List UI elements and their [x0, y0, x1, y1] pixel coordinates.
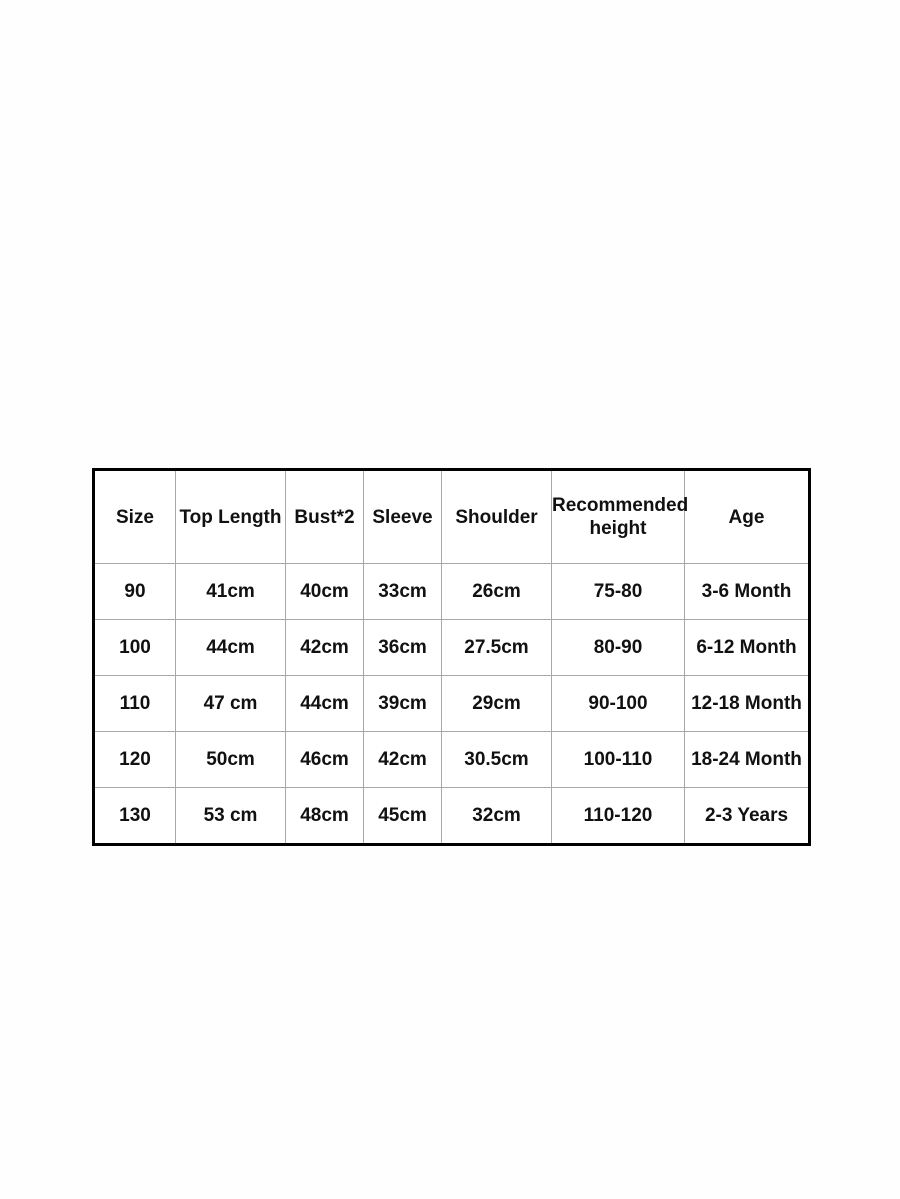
cell-sleeve: 36cm	[364, 620, 442, 676]
table-row	[94, 564, 810, 620]
cell-shoulder: 32cm	[442, 788, 552, 845]
table-row	[94, 788, 810, 845]
size-chart-container	[92, 468, 808, 846]
cell-recommended-height: 75-80	[552, 564, 685, 620]
cell-age: 6-12 Month	[685, 620, 810, 676]
cell-top-length: 41cm	[176, 564, 286, 620]
size-chart-body	[94, 564, 810, 845]
cell-age: 3-6 Month	[685, 564, 810, 620]
cell-top-length: 53 cm	[176, 788, 286, 845]
column-header-sleeve: Sleeve	[364, 470, 442, 564]
column-header-age: Age	[685, 470, 810, 564]
cell-size: 90	[94, 564, 176, 620]
table-row	[94, 732, 810, 788]
cell-size: 120	[94, 732, 176, 788]
size-chart-header	[94, 470, 810, 564]
cell-size: 110	[94, 676, 176, 732]
cell-bust: 48cm	[286, 788, 364, 845]
cell-age: 12-18 Month	[685, 676, 810, 732]
cell-bust: 42cm	[286, 620, 364, 676]
table-header-row	[94, 470, 810, 564]
table-row	[94, 676, 810, 732]
cell-sleeve: 39cm	[364, 676, 442, 732]
cell-top-length: 50cm	[176, 732, 286, 788]
column-header-recommended-height: Recommended height	[552, 470, 685, 564]
cell-shoulder: 30.5cm	[442, 732, 552, 788]
cell-top-length: 47 cm	[176, 676, 286, 732]
cell-bust: 40cm	[286, 564, 364, 620]
column-header-shoulder: Shoulder	[442, 470, 552, 564]
cell-recommended-height: 100-110	[552, 732, 685, 788]
cell-shoulder: 27.5cm	[442, 620, 552, 676]
cell-bust: 46cm	[286, 732, 364, 788]
table-row	[94, 620, 810, 676]
cell-sleeve: 45cm	[364, 788, 442, 845]
cell-shoulder: 29cm	[442, 676, 552, 732]
column-header-bust: Bust*2	[286, 470, 364, 564]
cell-bust: 44cm	[286, 676, 364, 732]
cell-recommended-height: 90-100	[552, 676, 685, 732]
size-chart-table	[92, 468, 811, 846]
cell-top-length: 44cm	[176, 620, 286, 676]
column-header-size: Size	[94, 470, 176, 564]
cell-shoulder: 26cm	[442, 564, 552, 620]
cell-age: 18-24 Month	[685, 732, 810, 788]
cell-age: 2-3 Years	[685, 788, 810, 845]
cell-size: 130	[94, 788, 176, 845]
cell-recommended-height: 110-120	[552, 788, 685, 845]
cell-sleeve: 42cm	[364, 732, 442, 788]
cell-recommended-height: 80-90	[552, 620, 685, 676]
cell-sleeve: 33cm	[364, 564, 442, 620]
column-header-top-length: Top Length	[176, 470, 286, 564]
cell-size: 100	[94, 620, 176, 676]
